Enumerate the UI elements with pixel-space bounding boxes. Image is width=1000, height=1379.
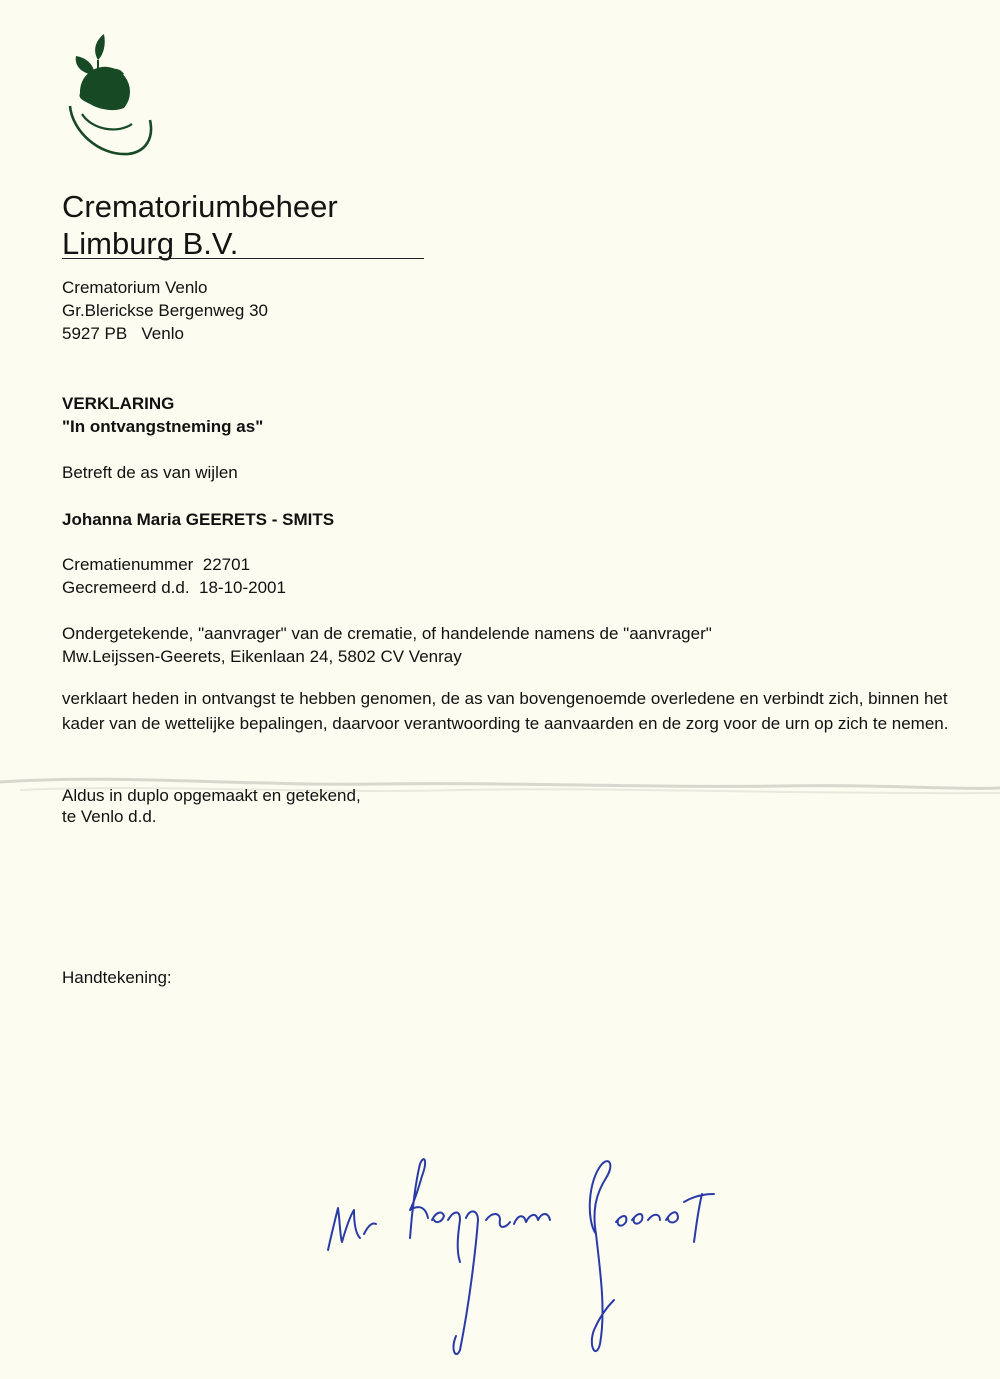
green-sprout-circle-logo-icon <box>58 30 158 160</box>
cremation-number: Crematienummer 22701 <box>62 555 251 574</box>
closing-line: Aldus in duplo opgemaakt en getekend, <box>62 786 361 805</box>
applicant-line: Ondergetekende, "aanvrager" van de crematie, of handelende namens de "aanvrager" <box>62 624 712 643</box>
deceased-name: Johanna Maria GEERETS - SMITS <box>62 510 335 529</box>
company-name <box>62 188 338 262</box>
address-postal-city: 5927 PB Venlo <box>62 324 184 343</box>
subject-line: Betreft de as van wijlen <box>62 463 238 482</box>
signature-label: Handtekening: <box>62 968 172 987</box>
cremation-date: Gecremeerd d.d. 18-10-2001 <box>62 578 286 597</box>
handwritten-signature <box>310 1150 750 1370</box>
declaration-paragraph: verklaart heden in ontvangst te hebben genomen, de as van bovengenoemde overledene en verbindt zich, binnen het kader van de wettelijke bepalingen, daarvoor verantwoording te aanvaarden en de zorg voor de urn op zich te nemen. <box>62 689 949 733</box>
closing-place: te Venlo d.d. <box>62 807 157 826</box>
address-street: Gr.Blerickse Bergenweg 30 <box>62 301 268 320</box>
company-name-line2: Limburg B.V. <box>62 226 239 261</box>
document-subtitle: "In ontvangstneming as" <box>62 417 264 436</box>
company-name-line1: Crematoriumbeheer <box>62 189 338 224</box>
applicant-address: Mw.Leijssen-Geerets, Eikenlaan 24, 5802 CV Venray <box>62 647 462 666</box>
address-name: Crematorium Venlo <box>62 278 208 297</box>
document-title: VERKLARING <box>62 394 175 413</box>
letterhead-divider <box>62 258 424 259</box>
